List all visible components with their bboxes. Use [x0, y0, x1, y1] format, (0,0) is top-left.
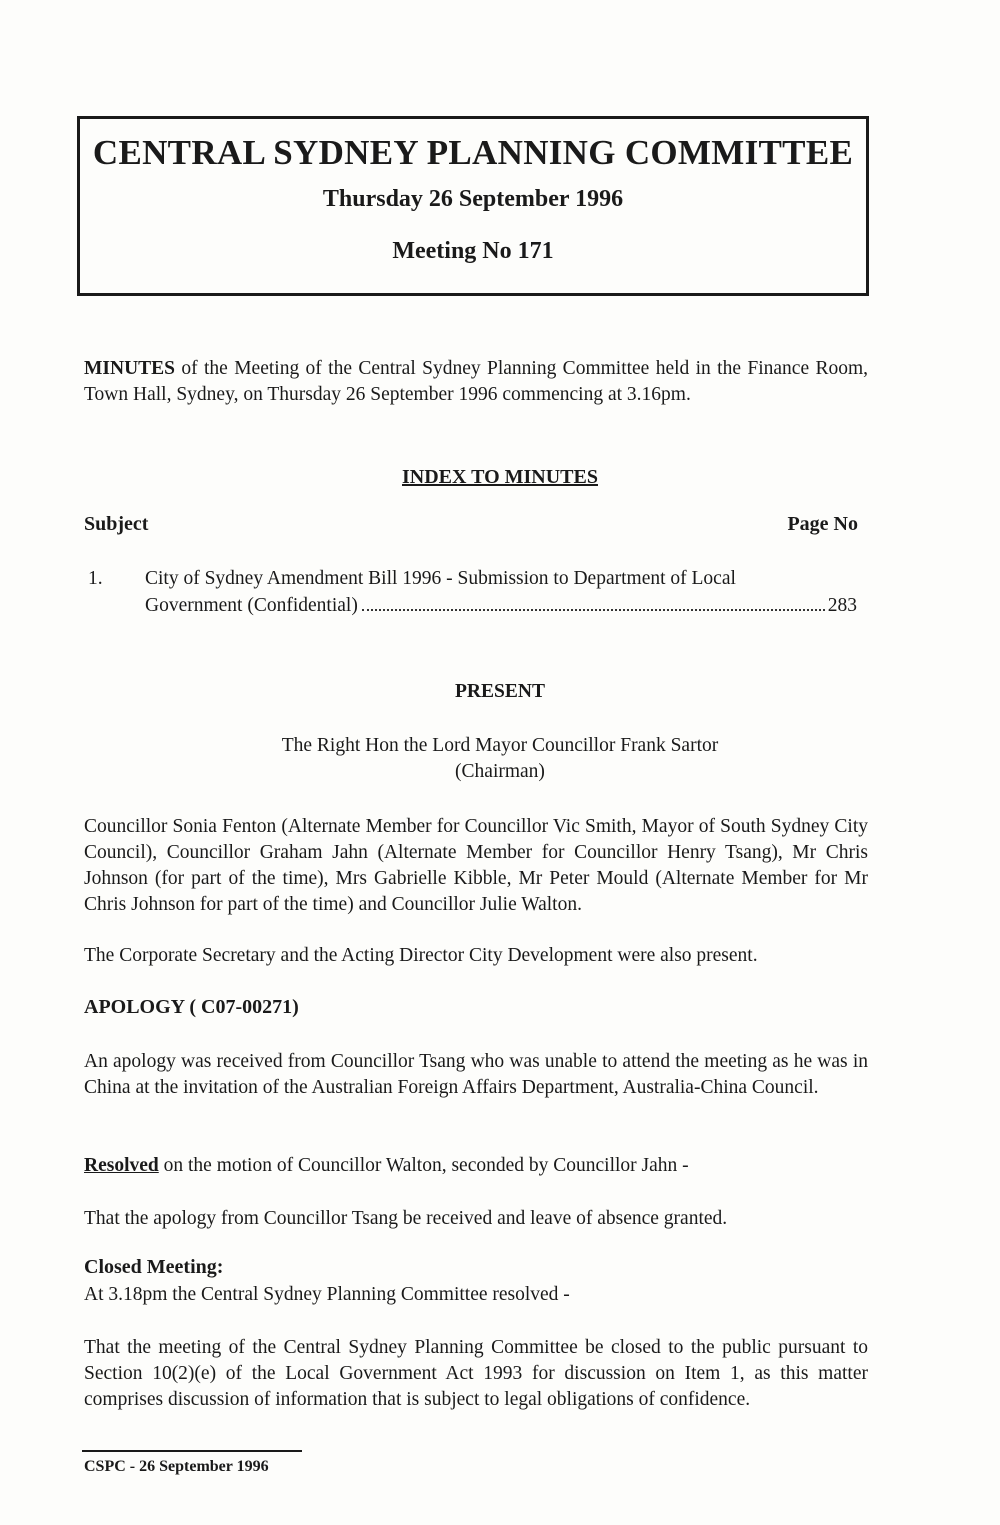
present-heading: PRESENT	[455, 681, 545, 702]
committee-title: CENTRAL SYDNEY PLANNING COMMITTEE	[92, 133, 854, 172]
apology-heading: APOLOGY ( C07-00271)	[84, 996, 299, 1018]
chairman-role: (Chairman)	[455, 761, 545, 782]
index-item-number: 1.	[88, 568, 103, 589]
officers-paragraph: The Corporate Secretary and the Acting Director City Development were also present.	[84, 945, 758, 966]
index-item-title-line2: Government (Confidential)	[145, 595, 358, 616]
closed-meeting-line: At 3.18pm the Central Sydney Planning Committee resolved -	[84, 1284, 570, 1305]
dot-leader	[362, 609, 825, 611]
index-item-title-cont	[145, 595, 857, 617]
footer-rule	[82, 1450, 302, 1452]
resolved-label: Resolved	[84, 1155, 159, 1176]
intro-paragraph	[84, 356, 868, 408]
subject-column-label: Subject	[84, 513, 149, 535]
intro-text: of the Meeting of the Central Sydney Planning Committee held in the Finance Room, Town Hall, Sydney, on Thursday 26 September 1996 commencing at 3.16pm.	[84, 358, 869, 405]
intro-lead: MINUTES	[84, 358, 176, 379]
closed-meeting-heading: Closed Meeting:	[84, 1256, 224, 1278]
index-item-title: City of Sydney Amendment Bill 1996 - Submission to Department of Local	[145, 568, 736, 589]
meeting-number: Meeting No 171	[392, 238, 554, 264]
footer-text: CSPC - 26 September 1996	[84, 1458, 269, 1475]
title-box	[77, 116, 869, 296]
page-column-label: Page No	[787, 513, 858, 535]
index-heading: INDEX TO MINUTES	[402, 466, 598, 488]
apology-resolution: That the apology from Councillor Tsang be received and leave of absence granted.	[84, 1208, 728, 1229]
closed-meeting-paragraph: That the meeting of the Central Sydney Planning Committee be closed to the public pursuant to Section 10(2)(e) of the Local Government Act 1993 for discussion on Item 1, as this matter comprises discussion of information that is subject to legal obligations of confidence.	[84, 1337, 868, 1410]
members-paragraph: Councillor Sonia Fenton (Alternate Member for Councillor Vic Smith, Mayor of South Sydney City Council), Councillor Graham Jahn (Alternate Member for Councillor Henry Tsang), Mr Chris Johnson (for part of the time), Mrs Gabrielle Kibble, Mr Peter Mould (Alternate Member for Mr Chris Johnson for part of the time) and Councillor Julie Walton.	[84, 816, 868, 915]
meeting-date: Thursday 26 September 1996	[322, 186, 624, 212]
apology-paragraph: An apology was received from Councillor Tsang who was unable to attend the meeting as he was in China at the invitation of the Australian Foreign Affairs Department, Australia-China Council.	[84, 1051, 868, 1098]
chairman-name: The Right Hon the Lord Mayor Councillor Frank Sartor	[281, 735, 719, 756]
index-item-page: 283	[827, 595, 857, 616]
resolved-paragraph	[84, 1153, 868, 1179]
resolved-text: on the motion of Councillor Walton, seconded by Councillor Jahn -	[163, 1155, 689, 1176]
